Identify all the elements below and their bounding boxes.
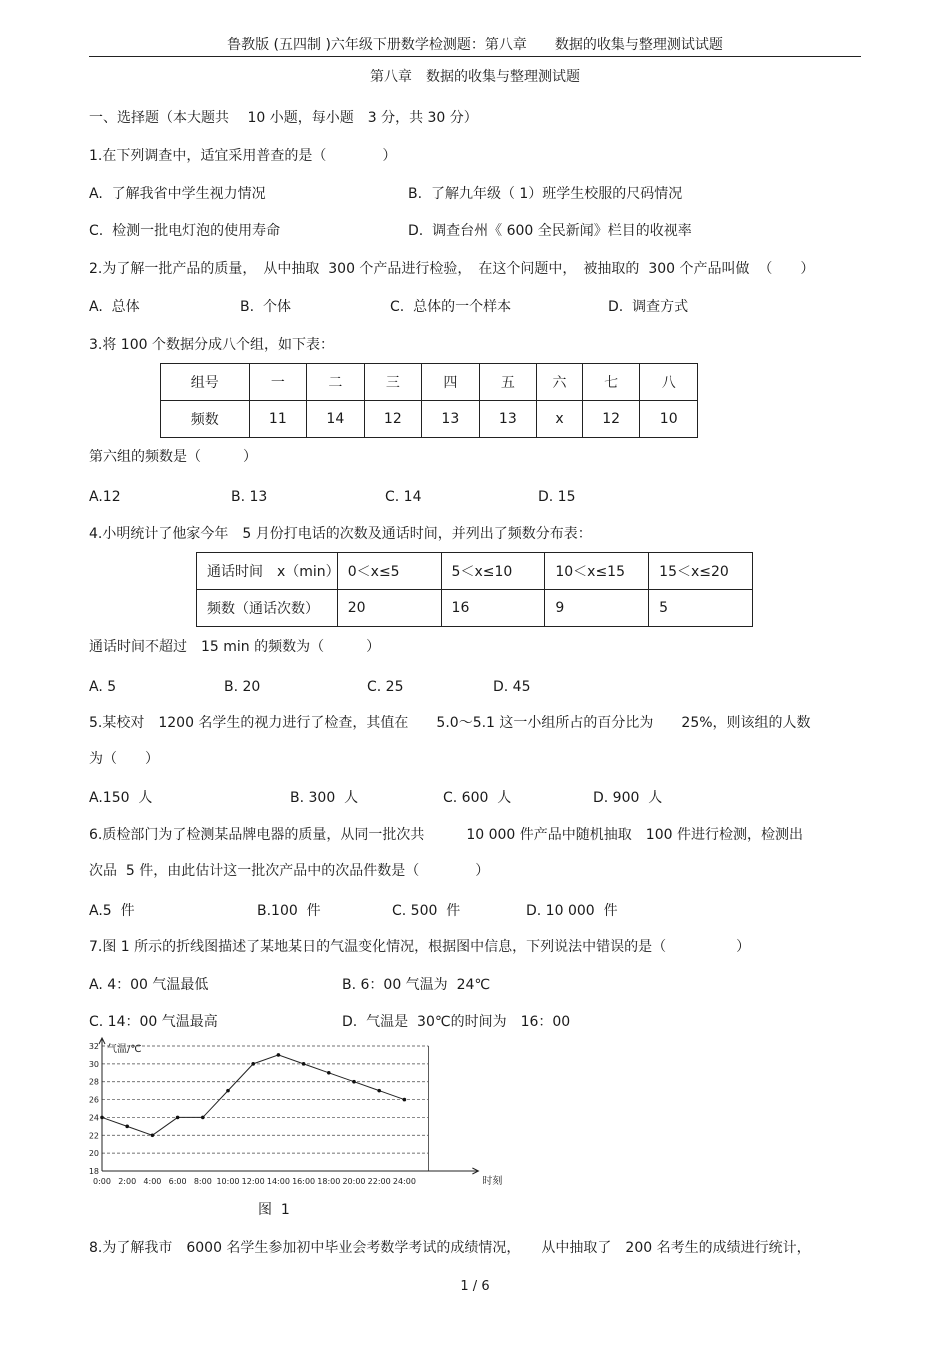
q5-option-c: C. 600 人 <box>443 790 512 806</box>
table-cell: 12 <box>364 401 422 438</box>
q1-stem: 1.在下列调查中，适宜采用普查的是（ ） <box>89 148 397 164</box>
x-tick-label: 8:00 <box>193 1177 212 1186</box>
table-cell: x <box>537 401 583 438</box>
table-cell: 六 <box>537 364 583 401</box>
x-tick-label: 20:00 <box>342 1177 366 1186</box>
q6-stem-line1: 6.质检部门为了检测某品牌电器的质量，从同一批次共 10 000 件产品中随机抽取 100 件进行检测，检测出 <box>89 827 803 843</box>
table-cell: 四 <box>422 364 480 401</box>
q5-option-b: B. 300 人 <box>290 790 359 806</box>
table-cell: 15＜x≤20 <box>649 553 753 590</box>
q6-option-c: C. 500 件 <box>392 903 461 919</box>
data-point <box>277 1053 281 1057</box>
temperature-line-chart <box>80 1036 503 1192</box>
table-cell: 八 <box>640 364 698 401</box>
table-cell: 14 <box>307 401 365 438</box>
y-tick-label: 26 <box>88 1095 99 1105</box>
x-tick-label: 16:00 <box>292 1177 316 1186</box>
q4-question: 通话时间不超过 15 min 的频数为（ ） <box>89 639 381 655</box>
q1-option-c: C. 检测一批电灯泡的使用寿命 <box>89 223 281 239</box>
table-cell: 一 <box>249 364 307 401</box>
table-row <box>161 364 698 401</box>
x-tick-label: 14:00 <box>266 1177 290 1186</box>
table-cell: 5 <box>649 590 753 627</box>
section-heading: 一、选择题（本大题共 10 小题，每小题 3 分，共 30 分） <box>89 110 478 126</box>
data-point <box>352 1080 356 1084</box>
page-number: 1 / 6 <box>460 1279 490 1294</box>
q2-stem: 2.为了解一批产品的质量， 从中抽取 300 个产品进行检验， 在这个问题中， 被抽取的 300 个产品叫做 （ ） <box>89 261 815 277</box>
table-cell: 12 <box>582 401 640 438</box>
running-header: 鲁教版 (五四制 )六年级下册数学检测题：第八章 数据的收集与整理测试试题 <box>227 37 723 53</box>
x-tick-label: 10:00 <box>216 1177 240 1186</box>
data-point <box>201 1116 205 1120</box>
figure-caption: 图 1 <box>258 1202 290 1218</box>
table-cell: 16 <box>441 590 545 627</box>
q5-stem-line2: 为（ ） <box>89 751 159 767</box>
table-cell: 5＜x≤10 <box>441 553 545 590</box>
q1-option-d: D. 调查台州《 600 全民新闻》栏目的收视率 <box>408 223 692 239</box>
q5-stem-line1: 5.某校对 1200 名学生的视力进行了检查，其值在 5.0～5.1 这一小组所占的百分比为 25%，则该组的人数 <box>89 715 811 731</box>
page-title: 第八章 数据的收集与整理测试题 <box>370 69 580 85</box>
x-tick-label: 24:00 <box>392 1177 416 1186</box>
q4-option-a: A. 5 <box>89 679 117 695</box>
table-cell: 20 <box>337 590 441 627</box>
table-cell: 组号 <box>161 364 250 401</box>
table-cell: 0＜x≤5 <box>337 553 441 590</box>
y-tick-label: 28 <box>88 1077 99 1087</box>
table-cell: 10＜x≤15 <box>545 553 649 590</box>
table-cell: 五 <box>479 364 537 401</box>
y-axis-title: 气温/℃ <box>107 1044 142 1055</box>
x-tick-label: 18:00 <box>317 1177 341 1186</box>
q4-option-b: B. 20 <box>224 679 261 695</box>
table-row <box>197 553 753 590</box>
q2-option-c: C. 总体的一个样本 <box>390 299 512 315</box>
q4-stem: 4.小明统计了他家今年 5 月份打电话的次数及通话时间，并列出了频数分布表： <box>89 526 592 542</box>
data-point <box>125 1125 129 1129</box>
q2-option-d: D. 调查方式 <box>608 299 689 315</box>
q6-option-b: B.100 件 <box>257 903 321 919</box>
q4-option-d: D. 45 <box>493 679 531 695</box>
y-tick-label: 30 <box>88 1059 99 1069</box>
q5-option-a: A.150 人 <box>89 790 153 806</box>
q3-option-a: A.12 <box>89 489 121 505</box>
data-point <box>151 1133 155 1137</box>
x-axis-title: 时刻 <box>482 1176 503 1187</box>
q7-option-a: A. 4：00 气温最低 <box>89 977 209 993</box>
table-cell: 七 <box>582 364 640 401</box>
data-point <box>176 1116 180 1120</box>
q6-option-d: D. 10 000 件 <box>526 903 618 919</box>
q7-option-b: B. 6：00 气温为 24℃ <box>342 977 491 993</box>
x-tick-label: 4:00 <box>143 1177 162 1186</box>
table-cell: 二 <box>307 364 365 401</box>
q1-option-b: B. 了解九年级（ 1）班学生校服的尺码情况 <box>408 186 683 202</box>
header-rule <box>89 56 861 57</box>
x-tick-label: 12:00 <box>241 1177 265 1186</box>
table-row <box>161 401 698 438</box>
data-point <box>100 1116 104 1120</box>
data-point <box>251 1062 255 1066</box>
q3-option-d: D. 15 <box>538 489 576 505</box>
q4-frequency-table <box>196 552 753 627</box>
y-tick-label: 18 <box>88 1167 99 1176</box>
q7-option-d: D. 气温是 30℃的时间为 16：00 <box>342 1014 571 1030</box>
table-cell: 频数（通话次数） <box>197 590 338 627</box>
q8-stem: 8.为了解我市 6000 名学生参加初中毕业会考数学考试的成绩情况， 从中抽取了 200 名考生的成绩进行统计， <box>89 1240 811 1256</box>
x-tick-label: 22:00 <box>367 1177 391 1186</box>
y-tick-label: 22 <box>88 1131 99 1141</box>
q2-option-a: A. 总体 <box>89 299 140 315</box>
y-tick-label: 20 <box>88 1149 99 1159</box>
y-tick-label: 32 <box>88 1042 99 1051</box>
x-tick-label: 2:00 <box>118 1177 137 1186</box>
x-tick-label: 0:00 <box>93 1177 111 1186</box>
table-cell: 频数 <box>161 401 250 438</box>
q5-option-d: D. 900 人 <box>593 790 663 806</box>
q3-option-c: C. 14 <box>385 489 422 505</box>
y-tick-label: 24 <box>88 1113 99 1123</box>
table-cell: 13 <box>422 401 480 438</box>
series-line <box>102 1055 404 1135</box>
q6-stem-line2: 次品 5 件，由此估计这一批次产品中的次品件数是（ ） <box>89 863 490 879</box>
data-point <box>377 1089 381 1093</box>
q6-option-a: A.5 件 <box>89 903 135 919</box>
table-cell: 通话时间 x（min） <box>197 553 338 590</box>
q2-option-b: B. 个体 <box>240 299 291 315</box>
data-point <box>403 1098 407 1102</box>
table-cell: 11 <box>249 401 307 438</box>
q7-stem: 7.图 1 所示的折线图描述了某地某日的气温变化情况，根据图中信息，下列说法中错误的是（ ） <box>89 939 751 955</box>
table-cell: 9 <box>545 590 649 627</box>
table-cell: 三 <box>364 364 422 401</box>
q3-option-b: B. 13 <box>231 489 268 505</box>
data-point <box>226 1089 230 1093</box>
data-point <box>302 1062 306 1066</box>
table-row <box>197 590 753 627</box>
q4-option-c: C. 25 <box>367 679 404 695</box>
table-cell: 10 <box>640 401 698 438</box>
q3-frequency-table <box>160 363 698 438</box>
table-cell: 13 <box>479 401 537 438</box>
data-point <box>327 1071 331 1075</box>
q3-stem: 3.将 100 个数据分成八个组，如下表： <box>89 337 334 353</box>
x-tick-label: 6:00 <box>168 1177 187 1186</box>
q7-option-c: C. 14：00 气温最高 <box>89 1014 218 1030</box>
q1-option-a: A. 了解我省中学生视力情况 <box>89 186 266 202</box>
q3-question: 第六组的频数是（ ） <box>89 449 257 465</box>
